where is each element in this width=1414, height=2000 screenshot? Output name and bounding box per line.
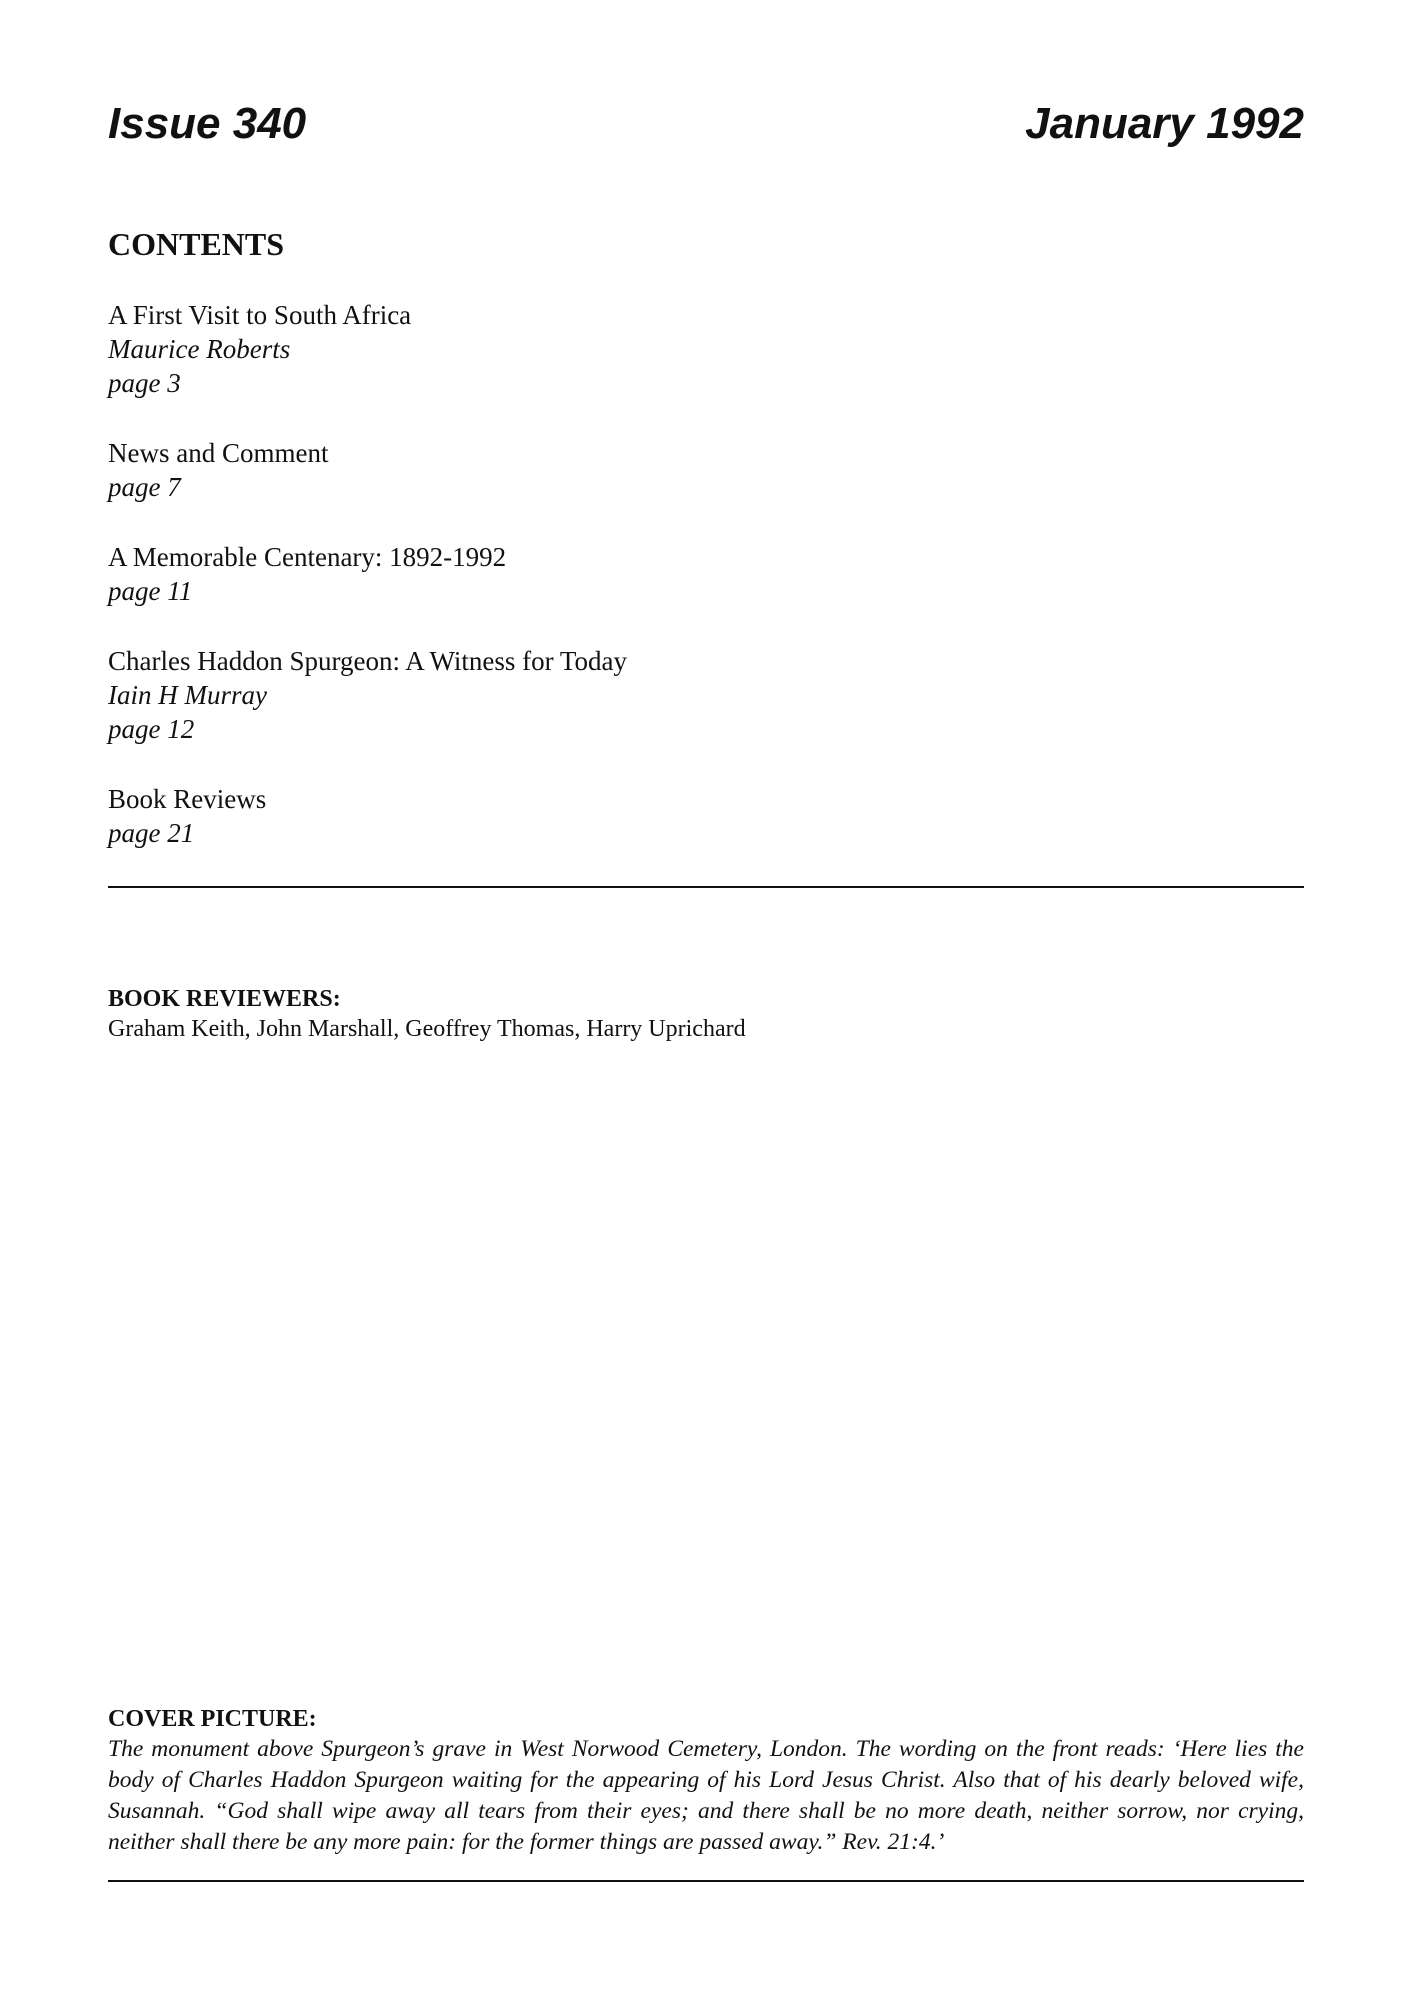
book-reviewers-names: Graham Keith, John Marshall, Geoffrey Thomas, Harry Uprichard <box>108 1016 746 1042</box>
section-divider <box>108 886 1304 888</box>
issue-number: Issue 340 <box>108 99 307 148</box>
book-reviewers-heading: BOOK REVIEWERS: <box>108 986 341 1012</box>
toc-entry-author: Iain H Murray <box>108 680 267 710</box>
cover-picture-section <box>108 1704 1304 1858</box>
toc-entry-title: A First Visit to South Africa <box>108 300 412 330</box>
cover-picture-heading: COVER PICTURE: <box>108 1706 317 1732</box>
book-reviewers-section <box>108 984 1304 1044</box>
page-header <box>108 96 1304 156</box>
toc-entry-page: page 11 <box>108 576 193 606</box>
toc-entry-title: News and Comment <box>108 438 329 468</box>
toc-entry <box>108 782 1304 850</box>
toc-entry-page: page 7 <box>108 472 181 502</box>
issue-date: January 1992 <box>1025 99 1304 148</box>
toc-entry-title: Book Reviews <box>108 784 267 814</box>
table-of-contents <box>108 298 1304 886</box>
toc-entry <box>108 436 1304 504</box>
toc-entry-page: page 3 <box>108 368 181 398</box>
toc-entry-title: Charles Haddon Spurgeon: A Witness for Today <box>108 646 627 676</box>
toc-entry-author: Maurice Roberts <box>108 334 291 364</box>
toc-entry <box>108 540 1304 608</box>
cover-picture-caption: The monument above Spurgeon’s grave in West Norwood Cemetery, London. The wording on the front reads: ‘Here lies the body of Charles Haddon Spurgeon waiting for the appearing of his Lord Jesus Christ. Also that of his dearly beloved wife, Susannah. “God shall wipe away all tears from their eyes; and there shall be no more death, neither sorrow, nor crying, neither shall there be any more pain: for the former things are passed away.” Rev. 21:4.’ <box>108 1736 1304 1855</box>
toc-entry-page: page 12 <box>108 714 195 744</box>
toc-entry-page: page 21 <box>108 818 195 848</box>
contents-heading: CONTENTS <box>108 226 285 262</box>
bottom-divider <box>108 1880 1304 1882</box>
toc-entry-title: A Memorable Centenary: 1892-1992 <box>108 542 507 572</box>
toc-entry <box>108 298 1304 400</box>
toc-entry <box>108 644 1304 746</box>
